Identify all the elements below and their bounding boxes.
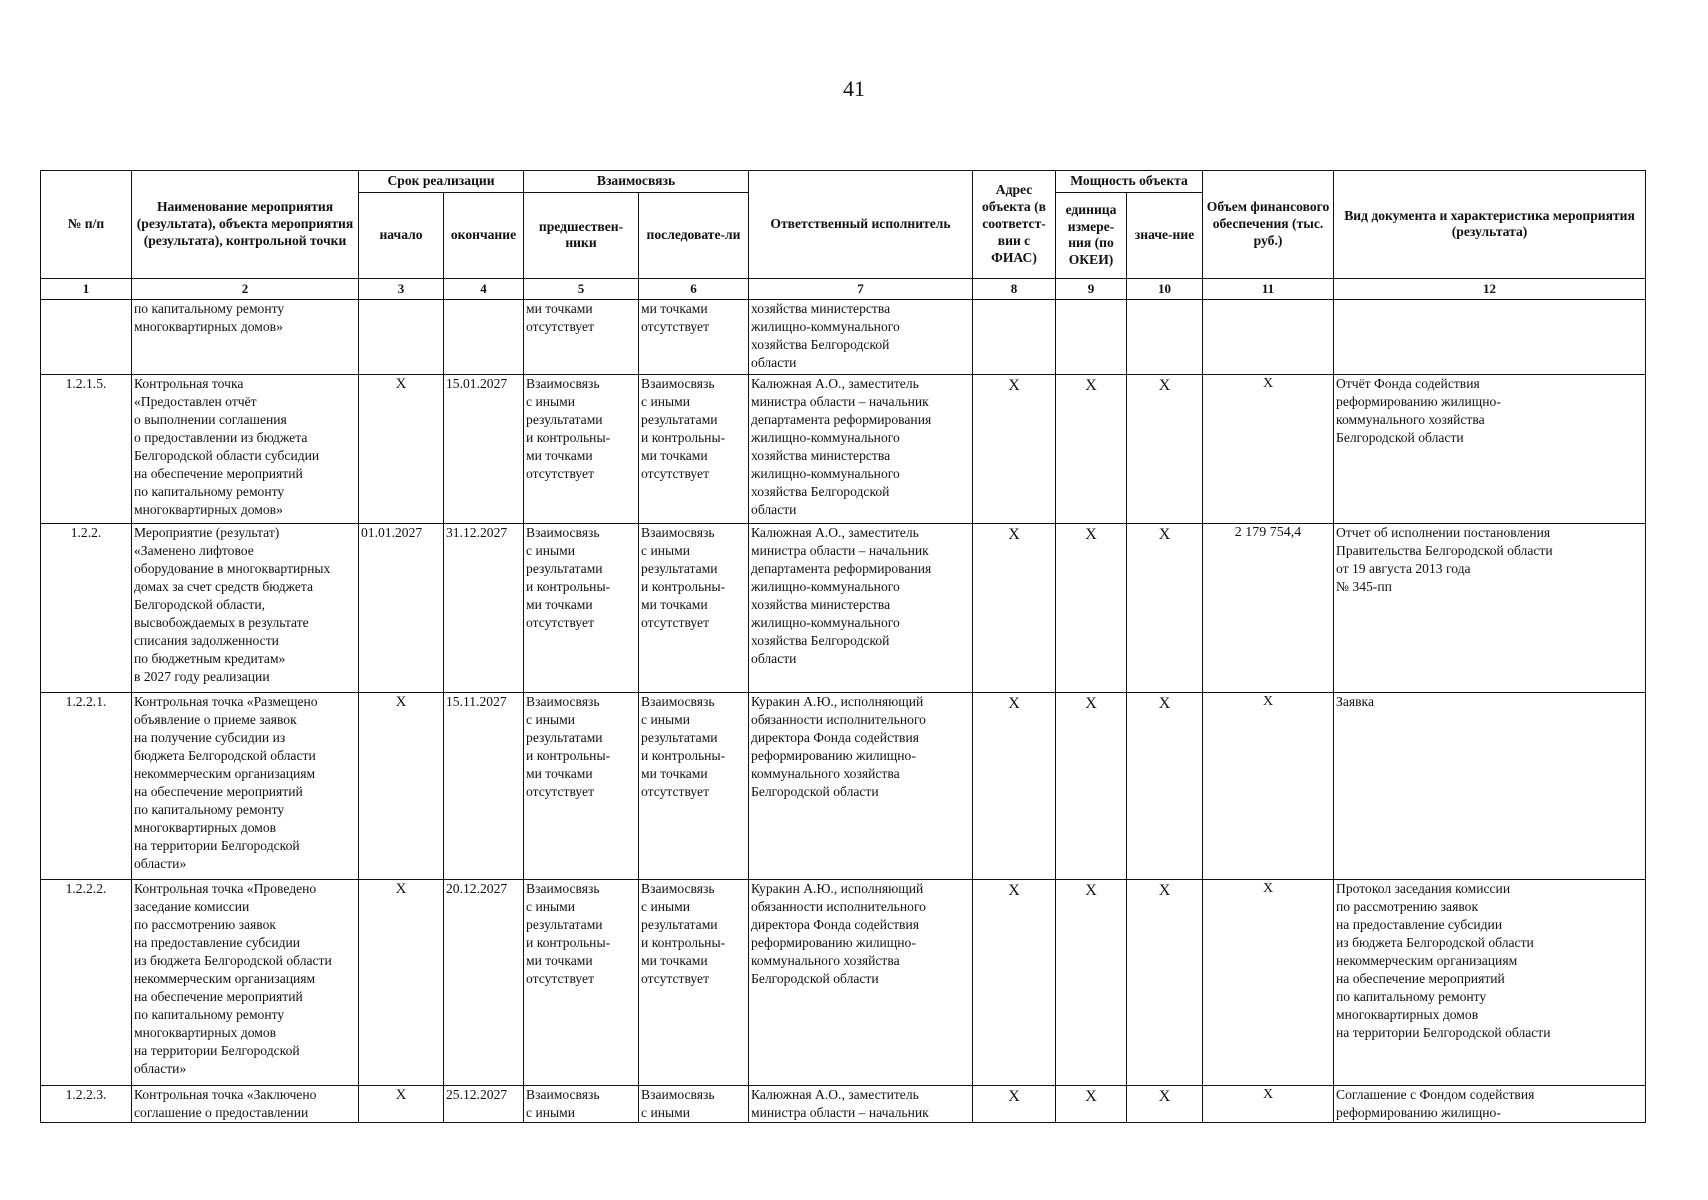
row-doc-text: Соглашение с Фондом содействия реформированию жилищно- <box>1336 1087 1535 1121</box>
header-capacity: Мощность объекта <box>1056 171 1203 193</box>
row-successors <box>639 880 749 1086</box>
row-end: 20.12.2027 <box>444 880 524 1086</box>
row-executor-text: Калюжная А.О., заместитель министра области – начальник департамента реформирования жилищно-коммунального хозяйства министерства жилищно-коммунального хозяйства Белгородской области <box>751 376 932 517</box>
row-doc <box>1334 880 1646 1086</box>
row-successors-text: Взаимосвязь с иными результатами и контрольны- ми точками отсутствует <box>641 694 726 799</box>
row-value: X <box>1127 524 1203 693</box>
row-finance: X <box>1203 880 1334 1086</box>
row-unit: X <box>1056 880 1127 1086</box>
row-predecessors-text: Взаимосвязь с иными результатами и контрольны- ми точками отсутствует <box>526 881 611 986</box>
row-executor <box>749 1086 973 1123</box>
row-name <box>132 300 359 375</box>
row-finance: 2 179 754,4 <box>1203 524 1334 693</box>
row-start <box>359 300 444 375</box>
row-start: 01.01.2027 <box>359 524 444 693</box>
row-predecessors-text: ми точками отсутствует <box>526 301 595 335</box>
row-name-text: Мероприятие (результат) «Заменено лифтовое оборудование в многоквартирных домах за счет средств бюджета Белгородской области, высвобождаемых в результате списания задолженности по бюджетным кредитам» в 2027 году реализации <box>134 525 331 684</box>
row-end: 15.11.2027 <box>444 693 524 880</box>
row-number: 1.2.2.3. <box>41 1086 132 1123</box>
table-row <box>41 880 1646 1086</box>
column-number: 9 <box>1056 278 1127 299</box>
row-finance: X <box>1203 693 1334 880</box>
row-name-text: Контрольная точка «Предоставлен отчёт о выполнении соглашения о предоставлении из бюджета Белгородской области субсидии на обеспечение мероприятий по капитальному ремонту многоквартирных домов» <box>134 376 320 517</box>
row-executor-text: хозяйства министерства жилищно-коммунального хозяйства Белгородской области <box>751 301 900 371</box>
row-doc-text: Протокол заседания комиссии по рассмотрению заявок на предоставление субсидии из бюджета Белгородской области некоммерческим организациям на обеспечение мероприятий по капитальному ремонту многоквартирных домов на территории Белгородской области <box>1336 881 1551 1040</box>
header-period: Срок реализации <box>359 171 524 193</box>
row-address: X <box>973 1086 1056 1123</box>
row-start: X <box>359 693 444 880</box>
column-number: 7 <box>749 278 973 299</box>
header-num: № п/п <box>41 171 132 279</box>
row-doc <box>1334 693 1646 880</box>
row-name <box>132 1086 359 1123</box>
row-successors <box>639 524 749 693</box>
row-predecessors-text: Взаимосвязь с иными результатами и контрольны- ми точками отсутствует <box>526 525 611 630</box>
row-name-text: по капитальному ремонту многоквартирных домов» <box>134 301 285 335</box>
row-doc <box>1334 375 1646 524</box>
row-address: X <box>973 880 1056 1086</box>
column-number-row <box>41 278 1646 299</box>
row-address: X <box>973 524 1056 693</box>
table-row <box>41 375 1646 524</box>
row-predecessors <box>524 375 639 524</box>
row-predecessors <box>524 1086 639 1123</box>
row-address: X <box>973 693 1056 880</box>
row-value: X <box>1127 1086 1203 1123</box>
column-number: 4 <box>444 278 524 299</box>
column-number: 1 <box>41 278 132 299</box>
table-row <box>41 524 1646 693</box>
row-successors <box>639 300 749 375</box>
row-name <box>132 524 359 693</box>
row-successors-text: ми точками отсутствует <box>641 301 710 335</box>
row-executor <box>749 880 973 1086</box>
column-number: 3 <box>359 278 444 299</box>
row-address <box>973 300 1056 375</box>
row-end: 31.12.2027 <box>444 524 524 693</box>
table-row <box>41 693 1646 880</box>
row-unit: X <box>1056 693 1127 880</box>
row-name <box>132 375 359 524</box>
column-number: 10 <box>1127 278 1203 299</box>
row-successors <box>639 375 749 524</box>
row-start: X <box>359 1086 444 1123</box>
header-link: Взаимосвязь <box>524 171 749 193</box>
row-start: X <box>359 880 444 1086</box>
row-predecessors <box>524 880 639 1086</box>
header-end: окончание <box>444 192 524 278</box>
row-predecessors <box>524 300 639 375</box>
row-doc-text: Отчет об исполнении постановления Правительства Белгородской области от 19 августа 2013 года № 345-пп <box>1336 525 1553 595</box>
row-doc <box>1334 1086 1646 1123</box>
table-header <box>41 171 1646 300</box>
row-executor <box>749 300 973 375</box>
row-value: X <box>1127 375 1203 524</box>
row-successors <box>639 693 749 880</box>
row-successors-text: Взаимосвязь с иными результатами и контрольны- ми точками отсутствует <box>641 376 726 481</box>
row-unit: X <box>1056 375 1127 524</box>
row-predecessors <box>524 524 639 693</box>
header-executor: Ответственный исполнитель <box>749 171 973 279</box>
row-unit: X <box>1056 1086 1127 1123</box>
column-number: 6 <box>639 278 749 299</box>
column-number: 5 <box>524 278 639 299</box>
column-number: 8 <box>973 278 1056 299</box>
header-successors: последовате-ли <box>639 192 749 278</box>
row-unit: X <box>1056 524 1127 693</box>
row-number: 1.2.2.2. <box>41 880 132 1086</box>
header-address: Адрес объекта (в соответст-вии с ФИАС) <box>973 171 1056 279</box>
header-start: начало <box>359 192 444 278</box>
row-successors-text: Взаимосвязь с иными <box>641 1087 715 1121</box>
row-finance: X <box>1203 375 1334 524</box>
row-predecessors-text: Взаимосвязь с иными результатами и контрольны- ми точками отсутствует <box>526 376 611 481</box>
row-value: X <box>1127 880 1203 1086</box>
row-value: X <box>1127 693 1203 880</box>
row-start: X <box>359 375 444 524</box>
row-successors-text: Взаимосвязь с иными результатами и контрольны- ми точками отсутствует <box>641 881 726 986</box>
column-number: 12 <box>1334 278 1646 299</box>
row-doc <box>1334 300 1646 375</box>
row-doc <box>1334 524 1646 693</box>
row-number <box>41 300 132 375</box>
row-name-text: Контрольная точка «Проведено заседание комиссии по рассмотрению заявок на предоставление субсидии из бюджета Белгородской области некоммерческим организациям на обеспечение мероприятий по капитальному ремонту многоквартирных домов на территории Белгородской области» <box>134 881 332 1076</box>
row-end: 15.01.2027 <box>444 375 524 524</box>
column-number: 11 <box>1203 278 1334 299</box>
row-doc-text: Заявка <box>1336 694 1374 710</box>
row-number: 1.2.2. <box>41 524 132 693</box>
header-name: Наименование мероприятия (результата), объекта мероприятия (результата), контрольной точки <box>132 171 359 279</box>
header-doc: Вид документа и характеристика мероприятия (результата) <box>1334 171 1646 279</box>
row-executor-text: Куракин А.Ю., исполняющий обязанности исполнительного директора Фонда содействия реформированию жилищно- коммунального хозяйства Белгородской области <box>751 881 926 986</box>
row-number: 1.2.2.1. <box>41 693 132 880</box>
row-predecessors-text: Взаимосвязь с иными результатами и контрольны- ми точками отсутствует <box>526 694 611 799</box>
row-unit <box>1056 300 1127 375</box>
row-name-text: Контрольная точка «Заключено соглашение о предоставлении <box>134 1087 317 1121</box>
row-finance: X <box>1203 1086 1334 1123</box>
table-row <box>41 1086 1646 1123</box>
row-executor <box>749 375 973 524</box>
row-doc-text: Отчёт Фонда содействия реформированию жилищно- коммунального хозяйства Белгородской области <box>1336 376 1501 446</box>
header-value: значе-ние <box>1127 192 1203 278</box>
row-executor <box>749 524 973 693</box>
row-name <box>132 880 359 1086</box>
row-successors-text: Взаимосвязь с иными результатами и контрольны- ми точками отсутствует <box>641 525 726 630</box>
row-end: 25.12.2027 <box>444 1086 524 1123</box>
row-predecessors <box>524 693 639 880</box>
table-body <box>41 300 1646 1123</box>
row-address: X <box>973 375 1056 524</box>
header-unit: единица измере-ния (по ОКЕИ) <box>1056 192 1127 278</box>
row-executor <box>749 693 973 880</box>
row-finance <box>1203 300 1334 375</box>
table-row <box>41 300 1646 375</box>
column-number: 2 <box>132 278 359 299</box>
row-name <box>132 693 359 880</box>
row-executor-text: Калюжная А.О., заместитель министра области – начальник департамента реформирования жилищно-коммунального хозяйства министерства жилищно-коммунального хозяйства Белгородской области <box>751 525 932 666</box>
row-executor-text: Калюжная А.О., заместитель министра области – начальник <box>751 1087 929 1121</box>
row-value <box>1127 300 1203 375</box>
row-number: 1.2.1.5. <box>41 375 132 524</box>
row-successors <box>639 1086 749 1123</box>
row-end <box>444 300 524 375</box>
page-number: 41 <box>843 76 865 101</box>
row-name-text: Контрольная точка «Размещено объявление о приеме заявок на получение субсидии из бюджета Белгородской области некоммерческим организациям на обеспечение мероприятий по капитальному ремонту многоквартирных домов на территории Белгородской области» <box>134 694 318 871</box>
implementation-plan-table <box>40 170 1646 1123</box>
row-executor-text: Куракин А.Ю., исполняющий обязанности исполнительного директора Фонда содействия реформированию жилищно- коммунального хозяйства Белгородской области <box>751 694 926 799</box>
header-finance: Объем финансового обеспечения (тыс. руб.) <box>1203 171 1334 279</box>
header-predecessors: предшествен-ники <box>524 192 639 278</box>
row-predecessors-text: Взаимосвязь с иными <box>526 1087 600 1121</box>
